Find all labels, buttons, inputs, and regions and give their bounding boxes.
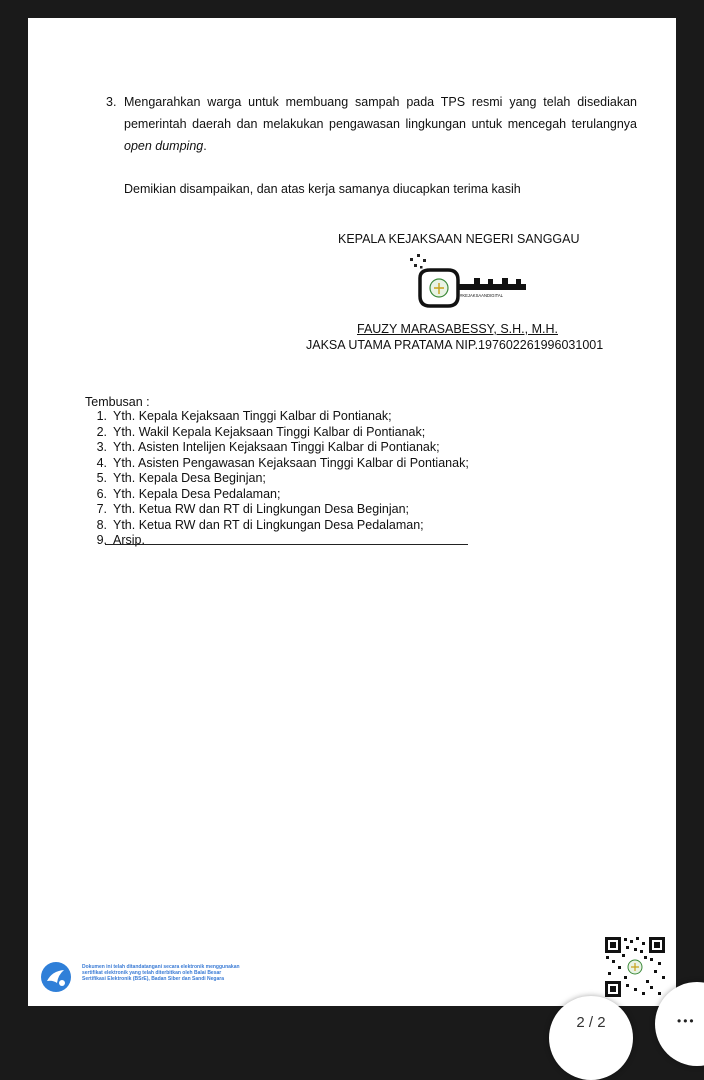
- more-dots-icon: •••: [677, 1014, 696, 1028]
- list-item-number: 4.: [96, 455, 107, 470]
- copies-heading: Tembusan :: [85, 395, 150, 409]
- list-item-number: 1.: [96, 409, 107, 423]
- list-item-number: 3.: [96, 440, 107, 454]
- page-indicator-label: 2 / 2: [576, 1014, 606, 1031]
- signatory-office-title: KEPALA KEJAKSAAN NEGERI SANGGAU: [338, 232, 580, 246]
- list-item: [85, 533, 469, 549]
- list-item-text: Yth. Ketua RW dan RT di Lingkungan Desa Pedalaman;: [113, 517, 424, 532]
- list-item-number: 7.: [96, 502, 107, 516]
- list-item-number: 8.: [96, 517, 107, 532]
- list-item-text: Yth. Asisten Pengawasan Kejaksaan Tinggi Kalbar di Pontianak;: [113, 455, 469, 470]
- list-item-number: 2.: [96, 424, 107, 439]
- closing-sentence: Demikian disampaikan, dan atas kerja samanya diucapkan terima kasih: [124, 182, 521, 196]
- copies-list: [85, 409, 469, 549]
- list-item-number: 5.: [96, 471, 107, 485]
- document-page: [28, 18, 676, 1006]
- list-item: [85, 456, 469, 472]
- list-item: [85, 409, 469, 425]
- logo-caption: #KEJAKSAANDIGITAL: [460, 293, 503, 298]
- italic-term: open dumping: [124, 139, 204, 153]
- list-item-number: 6.: [96, 486, 107, 501]
- body-text-line: Mengarahkan warga untuk membuang sampah pada TPS resmi yang telah disediakan: [124, 95, 637, 109]
- list-item: [85, 440, 469, 456]
- list-item-text: Yth. Asisten Intelijen Kejaksaan Tinggi Kalbar di Pontianak;: [113, 440, 440, 454]
- list-item-text: Arsip.: [113, 533, 145, 547]
- list-item: [85, 471, 469, 487]
- list-item-number: 9.: [96, 533, 107, 547]
- list-item-number: 3.: [106, 95, 117, 109]
- page-indicator[interactable]: [549, 996, 633, 1080]
- list-item: [85, 487, 469, 503]
- list-item-text: Yth. Kepala Kejaksaan Tinggi Kalbar di Pontianak;: [113, 409, 392, 423]
- electronic-signature-note: Dokumen ini telah ditandatangani secara elektronik menggunakan sertifikat elektronik yang telah diterbitkan oleh Balai Besar Sertifikasi Elektronik (BSrE), Badan Siber dan Sandi Negara: [82, 964, 240, 982]
- qr-code-icon: [604, 936, 666, 998]
- list-item: [85, 425, 469, 441]
- list-item: [85, 502, 469, 518]
- signatory-position: JAKSA UTAMA PRATAMA NIP.197602261996031001: [306, 338, 604, 352]
- divider-line: [105, 544, 468, 545]
- bsre-logo-icon: [40, 961, 72, 993]
- list-item: [85, 518, 469, 534]
- list-item-text: Yth. Ketua RW dan RT di Lingkungan Desa Beginjan;: [113, 502, 410, 516]
- signatory-name: FAUZY MARASABESSY, S.H., M.H.: [357, 322, 558, 336]
- sentence-end: .: [203, 139, 207, 153]
- body-text-line: [124, 138, 207, 154]
- list-item-text: Yth. Kepala Desa Pedalaman;: [113, 486, 281, 501]
- body-text-line: pemerintah daerah dan melakukan pengawasan lingkungan untuk mencegah terulangnya: [124, 117, 637, 131]
- kejaksaan-digital-signature-logo: [408, 254, 528, 314]
- list-item-text: Yth. Wakil Kepala Kejaksaan Tinggi Kalbar di Pontianak;: [113, 424, 426, 439]
- list-item-text: Yth. Kepala Desa Beginjan;: [113, 471, 266, 485]
